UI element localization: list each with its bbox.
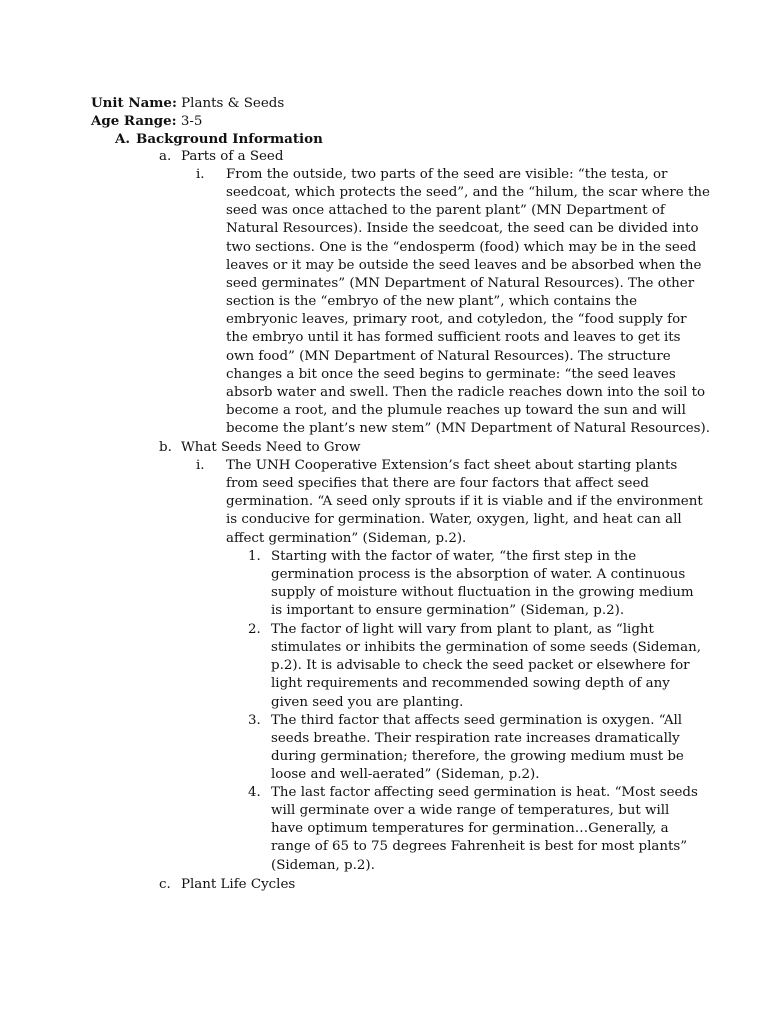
paragraph-line: during germination; therefore, the growing medium must be xyxy=(271,749,684,765)
paragraph-line: The UNH Cooperative Extension’s fact sheet about starting plants xyxy=(226,458,678,473)
paragraph-line: From the outside, two parts of the seed are visible: “the testa, or xyxy=(226,167,668,182)
paragraph-line: changes a bit once the seed begins to germinate: “the seed leaves xyxy=(226,366,676,382)
paragraph-line: embryonic leaves, primary root, and cotyledon, the “food supply for xyxy=(226,312,687,328)
paragraph-line: stimulates or inhibits the germination of some seeds (Sideman, xyxy=(271,640,701,656)
paragraph-line: leaves or it may be outside the seed leaves and be absorbed when the xyxy=(226,257,702,273)
numbered-item-marker: 3. xyxy=(248,713,261,728)
age-range-label: Age Range: xyxy=(91,113,177,129)
sub-a-title: Parts of a Seed xyxy=(181,149,284,164)
paragraph-line: The factor of light will vary from plant to plant, as “light xyxy=(271,622,654,637)
paragraph-line: absorb water and swell. Then the radicle reaches down into the soil to xyxy=(226,384,706,400)
paragraph-line: range of 65 to 75 degrees Fahrenheit is best for most plants” xyxy=(271,839,688,855)
paragraph-line: light requirements and recommended sowing depth of any xyxy=(271,676,670,692)
unit-name-line xyxy=(91,94,284,113)
section-a-marker: A. xyxy=(115,131,131,147)
paragraph-line: The last factor affecting seed germination is heat. “Most seeds xyxy=(271,785,698,800)
sub-a-item-i-marker: i. xyxy=(196,167,205,182)
paragraph-line: seeds breathe. Their respiration rate increases dramatically xyxy=(271,731,680,747)
paragraph-line: (Sideman, p.2). xyxy=(271,857,375,873)
paragraph-line: will germinate over a wide range of temperatures, but will xyxy=(271,803,670,819)
paragraph-line: seed germinates” (MN Department of Natural Resources). The other xyxy=(226,275,695,291)
paragraph-line: the embryo until it has formed sufficient roots and leaves to get its xyxy=(226,330,681,346)
sub-b-item-i-marker: i. xyxy=(196,458,205,473)
paragraph-line: have optimum temperatures for germination…Generally, a xyxy=(271,821,669,837)
sub-b-marker: b. xyxy=(159,440,172,455)
paragraph-line: seed was once attached to the parent plant” (MN Department of xyxy=(226,203,665,219)
paragraph-line: section is the “embryo of the new plant”, which contains the xyxy=(226,294,638,310)
paragraph-line: own food” (MN Department of Natural Resources). The structure xyxy=(226,348,671,364)
sub-a-marker: a. xyxy=(159,149,172,164)
unit-name-label: Unit Name: xyxy=(91,95,177,111)
sub-c-marker: c. xyxy=(159,877,171,892)
paragraph-line: germination process is the absorption of water. A continuous xyxy=(271,567,686,583)
paragraph-line: become a root, and the plumule reaches up toward the sun and will xyxy=(226,402,686,418)
paragraph-line: two sections. One is the “endosperm (food) which may be in the seed xyxy=(226,239,697,255)
paragraph-line: is important to ensure germination” (Sideman, p.2). xyxy=(271,603,625,619)
paragraph-line: affect germination” (Sideman, p.2). xyxy=(226,530,467,546)
age-range-line xyxy=(91,112,202,131)
paragraph-line: supply of moisture without fluctuation in the growing medium xyxy=(271,585,694,601)
paragraph-line: Natural Resources). Inside the seedcoat, the seed can be divided into xyxy=(226,221,699,237)
numbered-item-marker: 1. xyxy=(248,549,261,564)
paragraph-line: germination. “A seed only sprouts if it is viable and if the environment xyxy=(226,494,703,510)
section-a-title: Background Information xyxy=(136,131,323,147)
paragraph-line: become the plant’s new stem” (MN Department of Natural Resources). xyxy=(226,421,711,437)
numbered-item-marker: 4. xyxy=(248,785,261,800)
sub-b-title: What Seeds Need to Grow xyxy=(181,440,361,455)
unit-name-value: Plants & Seeds xyxy=(176,96,285,111)
paragraph-line: given seed you are planting. xyxy=(271,694,464,710)
numbered-item-marker: 2. xyxy=(248,622,261,637)
paragraph-line: is conducive for germination. Water, oxygen, light, and heat can all xyxy=(226,512,682,528)
sub-c-title: Plant Life Cycles xyxy=(181,877,296,892)
paragraph-line: loose and well-aerated” (Sideman, p.2). xyxy=(271,767,540,783)
paragraph-line: Starting with the factor of water, “the first step in the xyxy=(271,549,637,564)
paragraph-line: seedcoat, which protects the seed”, and the “hilum, the scar where the xyxy=(226,185,710,201)
paragraph-line: p.2). It is advisable to check the seed packet or elsewhere for xyxy=(271,658,690,674)
paragraph-line: The third factor that affects seed germination is oxygen. “All xyxy=(271,713,683,728)
paragraph-line: from seed specifies that there are four factors that affect seed xyxy=(226,476,649,492)
age-range-value: 3-5 xyxy=(176,114,203,129)
